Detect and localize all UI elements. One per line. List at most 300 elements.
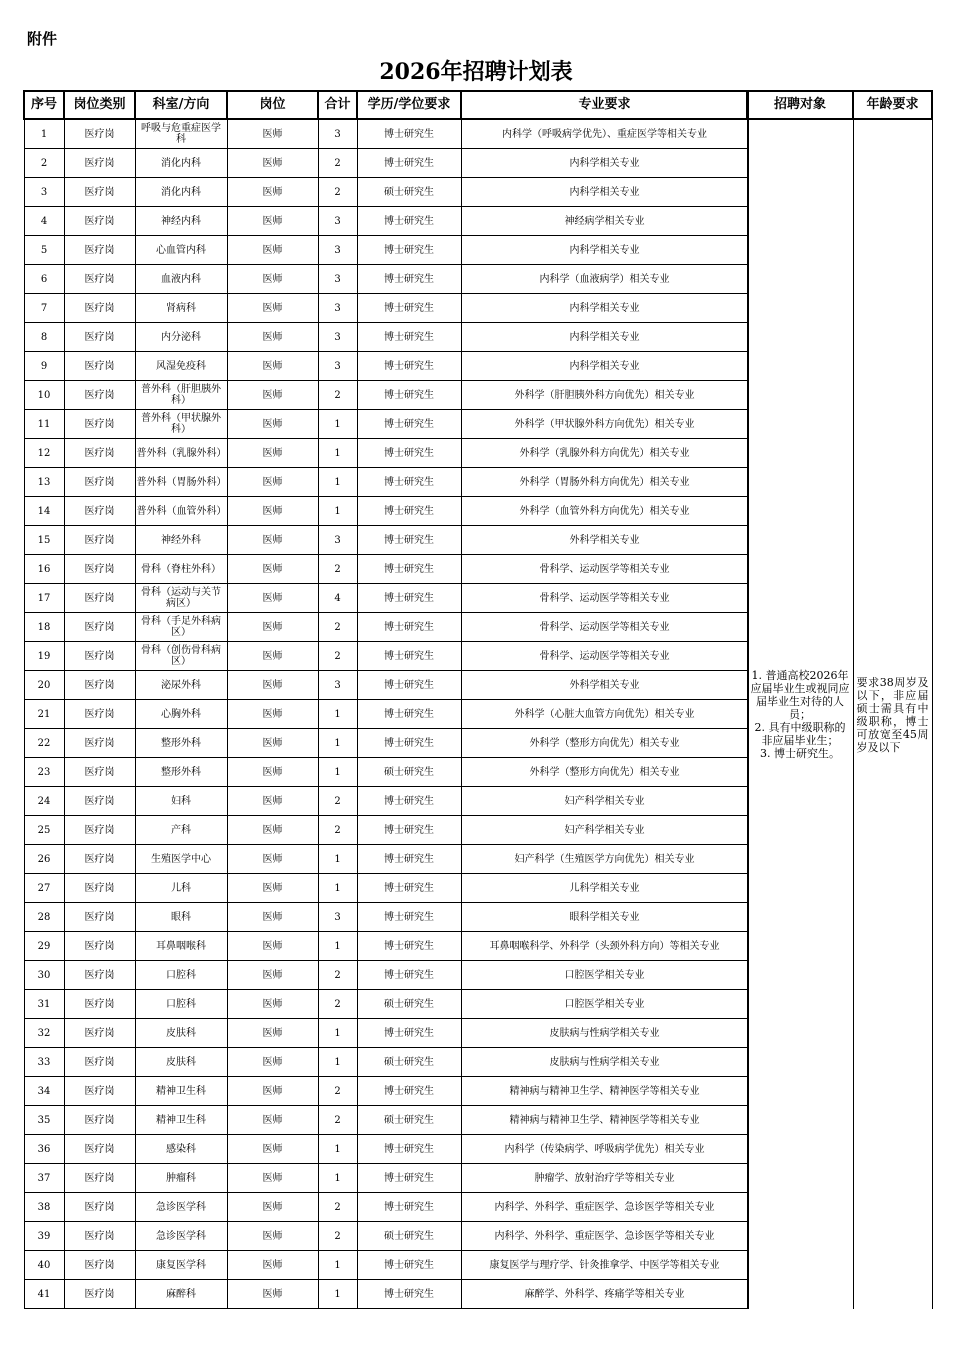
cell-count: 3: [318, 526, 357, 555]
cell-education: 硕士研究生: [357, 758, 461, 787]
cell-major: 外科学相关专业: [461, 526, 748, 555]
cell-department: 急诊医学科: [135, 1222, 227, 1251]
cell-major: 精神病与精神卫生学、精神医学等相关专业: [461, 1106, 748, 1135]
requirements-row: [747, 119, 932, 1309]
cell-education: 博士研究生: [357, 903, 461, 932]
cell-count: 1: [318, 729, 357, 758]
cell-count: 1: [318, 758, 357, 787]
cell-department: 皮肤科: [135, 1019, 227, 1048]
cell-position: 医师: [227, 1164, 318, 1193]
cell-education: 博士研究生: [357, 526, 461, 555]
cell-category: 医疗岗: [64, 265, 135, 294]
cell-category: 医疗岗: [64, 410, 135, 439]
header-category: 岗位类别: [64, 91, 135, 119]
cell-education: 博士研究生: [357, 207, 461, 236]
cell-seq: 35: [24, 1106, 64, 1135]
cell-position: 医师: [227, 613, 318, 642]
cell-count: 2: [318, 1222, 357, 1251]
table-row: [24, 1193, 748, 1222]
cell-education: 硕士研究生: [357, 990, 461, 1019]
cell-seq: 22: [24, 729, 64, 758]
cell-department: 心血管内科: [135, 236, 227, 265]
cell-major: 内科学相关专业: [461, 352, 748, 381]
cell-position: 医师: [227, 700, 318, 729]
cell-seq: 13: [24, 468, 64, 497]
cell-major: 妇产科学相关专业: [461, 787, 748, 816]
cell-education: 博士研究生: [357, 671, 461, 700]
table-row: [24, 497, 748, 526]
cell-count: 2: [318, 1193, 357, 1222]
cell-department: 风湿免疫科: [135, 352, 227, 381]
cell-education: 博士研究生: [357, 294, 461, 323]
cell-category: 医疗岗: [64, 874, 135, 903]
page-title: 2026年招聘计划表: [379, 59, 573, 85]
header-major: 专业要求: [461, 91, 748, 119]
cell-major: 外科学（肝胆胰外科方向优先）相关专业: [461, 381, 748, 410]
cell-major: 妇产科学相关专业: [461, 816, 748, 845]
cell-position: 医师: [227, 236, 318, 265]
cell-major: 皮肤病与性病学相关专业: [461, 1019, 748, 1048]
cell-department: 血液内科: [135, 265, 227, 294]
attachment-label: 附件: [27, 30, 58, 48]
cell-seq: 18: [24, 613, 64, 642]
cell-seq: 37: [24, 1164, 64, 1193]
cell-count: 3: [318, 119, 357, 149]
cell-education: 博士研究生: [357, 1077, 461, 1106]
age-requirement: 要求38周岁及以下，非应届硕士需具有中级职称，博士可放宽至45周岁及以下: [853, 119, 932, 1309]
table-row: [24, 1106, 748, 1135]
table-header-row: [24, 91, 748, 119]
cell-category: 医疗岗: [64, 119, 135, 149]
table-row: [24, 1251, 748, 1280]
cell-position: 医师: [227, 178, 318, 207]
cell-position: 医师: [227, 1280, 318, 1309]
cell-education: 博士研究生: [357, 555, 461, 584]
table-row: [24, 816, 748, 845]
table-row: [24, 990, 748, 1019]
table-row: [24, 352, 748, 381]
table-row: [24, 1164, 748, 1193]
cell-count: 3: [318, 671, 357, 700]
target-requirement: 1. 普通高校2026年应届毕业生或视同应届毕业生对待的人员； 2. 具有中级职称的非应届毕业生； 3. 博士研究生。: [747, 119, 853, 1309]
cell-category: 医疗岗: [64, 1106, 135, 1135]
cell-category: 医疗岗: [64, 468, 135, 497]
cell-seq: 38: [24, 1193, 64, 1222]
cell-education: 博士研究生: [357, 352, 461, 381]
cell-category: 医疗岗: [64, 1251, 135, 1280]
cell-education: 博士研究生: [357, 1193, 461, 1222]
cell-category: 医疗岗: [64, 700, 135, 729]
cell-seq: 31: [24, 990, 64, 1019]
cell-education: 博士研究生: [357, 1164, 461, 1193]
cell-count: 2: [318, 787, 357, 816]
table-row: [24, 381, 748, 410]
cell-seq: 21: [24, 700, 64, 729]
cell-education: 博士研究生: [357, 932, 461, 961]
cell-major: 骨科学、运动医学等相关专业: [461, 613, 748, 642]
cell-education: 博士研究生: [357, 1251, 461, 1280]
cell-department: 口腔科: [135, 961, 227, 990]
cell-seq: 1: [24, 119, 64, 149]
cell-major: 耳鼻咽喉科学、外科学（头颈外科方向）等相关专业: [461, 932, 748, 961]
cell-category: 医疗岗: [64, 787, 135, 816]
cell-category: 医疗岗: [64, 729, 135, 758]
cell-education: 博士研究生: [357, 265, 461, 294]
cell-category: 医疗岗: [64, 642, 135, 671]
cell-major: 外科学（整形方向优先）相关专业: [461, 729, 748, 758]
cell-seq: 36: [24, 1135, 64, 1164]
table-row: [24, 845, 748, 874]
cell-count: 1: [318, 497, 357, 526]
cell-seq: 14: [24, 497, 64, 526]
cell-seq: 27: [24, 874, 64, 903]
cell-category: 医疗岗: [64, 149, 135, 178]
cell-count: 4: [318, 584, 357, 613]
cell-position: 医师: [227, 1193, 318, 1222]
cell-education: 博士研究生: [357, 323, 461, 352]
cell-seq: 40: [24, 1251, 64, 1280]
cell-department: 呼吸与危重症医学科: [135, 119, 227, 149]
table-row: [24, 729, 748, 758]
table-row: [24, 613, 748, 642]
cell-major: 内科学相关专业: [461, 149, 748, 178]
cell-category: 医疗岗: [64, 1280, 135, 1309]
cell-major: 内科学相关专业: [461, 236, 748, 265]
cell-department: 普外科（肝胆胰外科）: [135, 381, 227, 410]
cell-position: 医师: [227, 1019, 318, 1048]
cell-department: 整形外科: [135, 729, 227, 758]
cell-education: 博士研究生: [357, 816, 461, 845]
cell-position: 医师: [227, 1135, 318, 1164]
table-row: [24, 584, 748, 613]
cell-seq: 41: [24, 1280, 64, 1309]
cell-category: 医疗岗: [64, 1019, 135, 1048]
cell-category: 医疗岗: [64, 555, 135, 584]
cell-category: 医疗岗: [64, 1077, 135, 1106]
table-row: [24, 961, 748, 990]
cell-seq: 4: [24, 207, 64, 236]
cell-major: 外科学（血管外科方向优先）相关专业: [461, 497, 748, 526]
cell-seq: 26: [24, 845, 64, 874]
cell-seq: 23: [24, 758, 64, 787]
cell-position: 医师: [227, 555, 318, 584]
cell-department: 普外科（乳腺外科）: [135, 439, 227, 468]
cell-category: 医疗岗: [64, 497, 135, 526]
cell-major: 内科学、外科学、重症医学、急诊医学等相关专业: [461, 1193, 748, 1222]
cell-seq: 10: [24, 381, 64, 410]
cell-position: 医师: [227, 352, 318, 381]
cell-department: 心胸外科: [135, 700, 227, 729]
cell-education: 博士研究生: [357, 149, 461, 178]
cell-count: 2: [318, 961, 357, 990]
cell-department: 骨科（手足外科病区）: [135, 613, 227, 642]
cell-count: 2: [318, 990, 357, 1019]
cell-category: 医疗岗: [64, 1222, 135, 1251]
cell-education: 博士研究生: [357, 845, 461, 874]
cell-department: 急诊医学科: [135, 1193, 227, 1222]
cell-count: 2: [318, 555, 357, 584]
cell-department: 整形外科: [135, 758, 227, 787]
cell-position: 医师: [227, 207, 318, 236]
cell-department: 消化内科: [135, 178, 227, 207]
cell-major: 内科学（传染病学、呼吸病学优先）相关专业: [461, 1135, 748, 1164]
cell-major: 内科学（呼吸病学优先）、重症医学等相关专业: [461, 119, 748, 149]
cell-seq: 8: [24, 323, 64, 352]
header-education: 学历/学位要求: [357, 91, 461, 119]
cell-position: 医师: [227, 323, 318, 352]
cell-seq: 3: [24, 178, 64, 207]
table-row: [24, 526, 748, 555]
cell-category: 医疗岗: [64, 439, 135, 468]
cell-category: 医疗岗: [64, 1048, 135, 1077]
cell-education: 硕士研究生: [357, 1106, 461, 1135]
cell-department: 泌尿外科: [135, 671, 227, 700]
cell-position: 医师: [227, 410, 318, 439]
cell-count: 3: [318, 207, 357, 236]
table-row: [24, 468, 748, 497]
cell-education: 博士研究生: [357, 410, 461, 439]
cell-education: 博士研究生: [357, 613, 461, 642]
table-row: [24, 294, 748, 323]
cell-category: 医疗岗: [64, 178, 135, 207]
cell-major: 内科学相关专业: [461, 294, 748, 323]
cell-position: 医师: [227, 642, 318, 671]
cell-count: 2: [318, 1106, 357, 1135]
side-header-row: [747, 91, 932, 119]
cell-position: 医师: [227, 961, 318, 990]
cell-seq: 2: [24, 149, 64, 178]
cell-count: 1: [318, 1280, 357, 1309]
cell-department: 神经外科: [135, 526, 227, 555]
header-count: 合计: [318, 91, 357, 119]
cell-seq: 29: [24, 932, 64, 961]
cell-major: 儿科学相关专业: [461, 874, 748, 903]
header-age: 年龄要求: [853, 91, 932, 119]
cell-category: 医疗岗: [64, 961, 135, 990]
cell-seq: 28: [24, 903, 64, 932]
cell-seq: 20: [24, 671, 64, 700]
cell-count: 2: [318, 1077, 357, 1106]
cell-count: 3: [318, 294, 357, 323]
cell-education: 博士研究生: [357, 381, 461, 410]
cell-education: 博士研究生: [357, 787, 461, 816]
cell-major: 眼科学相关专业: [461, 903, 748, 932]
cell-count: 3: [318, 323, 357, 352]
cell-position: 医师: [227, 671, 318, 700]
cell-major: 内科学（血液病学）相关专业: [461, 265, 748, 294]
cell-major: 肿瘤学、放射治疗学等相关专业: [461, 1164, 748, 1193]
cell-position: 医师: [227, 758, 318, 787]
table-row: [24, 932, 748, 961]
cell-seq: 32: [24, 1019, 64, 1048]
table-row: [24, 439, 748, 468]
cell-position: 医师: [227, 1048, 318, 1077]
cell-category: 医疗岗: [64, 526, 135, 555]
cell-count: 2: [318, 816, 357, 845]
cell-education: 博士研究生: [357, 119, 461, 149]
cell-education: 博士研究生: [357, 700, 461, 729]
cell-major: 妇产科学（生殖医学方向优先）相关专业: [461, 845, 748, 874]
cell-position: 医师: [227, 584, 318, 613]
table-row: [24, 874, 748, 903]
cell-category: 医疗岗: [64, 352, 135, 381]
table-row: [24, 787, 748, 816]
cell-department: 耳鼻咽喉科: [135, 932, 227, 961]
cell-major: 外科学（乳腺外科方向优先）相关专业: [461, 439, 748, 468]
cell-department: 生殖医学中心: [135, 845, 227, 874]
table-row: [24, 236, 748, 265]
cell-major: 口腔医学相关专业: [461, 961, 748, 990]
cell-major: 皮肤病与性病学相关专业: [461, 1048, 748, 1077]
cell-position: 医师: [227, 903, 318, 932]
recruitment-plan-table: [23, 90, 749, 1309]
cell-department: 产科: [135, 816, 227, 845]
cell-count: 3: [318, 236, 357, 265]
table-row: [24, 903, 748, 932]
cell-department: 精神卫生科: [135, 1106, 227, 1135]
cell-category: 医疗岗: [64, 294, 135, 323]
cell-position: 医师: [227, 1222, 318, 1251]
cell-major: 外科学（整形方向优先）相关专业: [461, 758, 748, 787]
cell-count: 1: [318, 1048, 357, 1077]
table-row: [24, 149, 748, 178]
cell-major: 麻醉学、外科学、疼痛学等相关专业: [461, 1280, 748, 1309]
table-row: [24, 207, 748, 236]
cell-position: 医师: [227, 816, 318, 845]
cell-seq: 11: [24, 410, 64, 439]
cell-major: 外科学（心脏大血管方向优先）相关专业: [461, 700, 748, 729]
cell-position: 医师: [227, 990, 318, 1019]
cell-count: 1: [318, 1019, 357, 1048]
cell-education: 博士研究生: [357, 439, 461, 468]
cell-education: 硕士研究生: [357, 1222, 461, 1251]
cell-position: 医师: [227, 439, 318, 468]
cell-category: 医疗岗: [64, 990, 135, 1019]
table-row: [24, 410, 748, 439]
cell-department: 妇科: [135, 787, 227, 816]
cell-count: 1: [318, 932, 357, 961]
cell-education: 博士研究生: [357, 1280, 461, 1309]
cell-count: 1: [318, 700, 357, 729]
cell-education: 博士研究生: [357, 961, 461, 990]
cell-major: 神经病学相关专业: [461, 207, 748, 236]
cell-department: 内分泌科: [135, 323, 227, 352]
cell-position: 医师: [227, 526, 318, 555]
cell-category: 医疗岗: [64, 323, 135, 352]
table-row: [24, 700, 748, 729]
cell-category: 医疗岗: [64, 1164, 135, 1193]
cell-count: 3: [318, 903, 357, 932]
cell-category: 医疗岗: [64, 932, 135, 961]
table-row: [24, 671, 748, 700]
cell-position: 医师: [227, 787, 318, 816]
cell-category: 医疗岗: [64, 903, 135, 932]
cell-position: 医师: [227, 381, 318, 410]
cell-seq: 33: [24, 1048, 64, 1077]
cell-position: 医师: [227, 265, 318, 294]
cell-seq: 30: [24, 961, 64, 990]
cell-category: 医疗岗: [64, 381, 135, 410]
cell-department: 感染科: [135, 1135, 227, 1164]
cell-major: 内科学相关专业: [461, 323, 748, 352]
cell-position: 医师: [227, 729, 318, 758]
cell-education: 硕士研究生: [357, 1048, 461, 1077]
cell-seq: 9: [24, 352, 64, 381]
cell-position: 医师: [227, 1106, 318, 1135]
cell-major: 外科学（甲状腺外科方向优先）相关专业: [461, 410, 748, 439]
table-row: [24, 1222, 748, 1251]
table-row: [24, 555, 748, 584]
cell-position: 医师: [227, 1251, 318, 1280]
cell-category: 医疗岗: [64, 1193, 135, 1222]
cell-category: 医疗岗: [64, 758, 135, 787]
cell-department: 骨科（创伤骨科病区）: [135, 642, 227, 671]
cell-category: 医疗岗: [64, 845, 135, 874]
cell-position: 医师: [227, 119, 318, 149]
cell-seq: 34: [24, 1077, 64, 1106]
cell-category: 医疗岗: [64, 816, 135, 845]
cell-count: 2: [318, 642, 357, 671]
table-row: [24, 1048, 748, 1077]
table-row: [24, 642, 748, 671]
cell-education: 博士研究生: [357, 874, 461, 903]
cell-count: 3: [318, 265, 357, 294]
cell-department: 肾病科: [135, 294, 227, 323]
cell-education: 博士研究生: [357, 729, 461, 758]
cell-education: 硕士研究生: [357, 178, 461, 207]
cell-department: 普外科（甲状腺外科）: [135, 410, 227, 439]
table-row: [24, 1280, 748, 1309]
cell-position: 医师: [227, 932, 318, 961]
cell-education: 博士研究生: [357, 497, 461, 526]
cell-education: 博士研究生: [357, 1135, 461, 1164]
cell-seq: 5: [24, 236, 64, 265]
table-row: [24, 758, 748, 787]
cell-position: 医师: [227, 294, 318, 323]
cell-count: 2: [318, 178, 357, 207]
cell-category: 医疗岗: [64, 236, 135, 265]
cell-seq: 24: [24, 787, 64, 816]
cell-department: 神经内科: [135, 207, 227, 236]
cell-department: 消化内科: [135, 149, 227, 178]
cell-department: 儿科: [135, 874, 227, 903]
cell-department: 骨科（脊柱外科）: [135, 555, 227, 584]
cell-major: 康复医学与理疗学、针灸推拿学、中医学等相关专业: [461, 1251, 748, 1280]
cell-count: 1: [318, 1164, 357, 1193]
cell-position: 医师: [227, 149, 318, 178]
cell-major: 内科学相关专业: [461, 178, 748, 207]
table-row: [24, 323, 748, 352]
header-position: 岗位: [227, 91, 318, 119]
cell-department: 普外科（血管外科）: [135, 497, 227, 526]
header-seq: 序号: [24, 91, 64, 119]
cell-major: 外科学（胃肠外科方向优先）相关专业: [461, 468, 748, 497]
cell-count: 1: [318, 468, 357, 497]
cell-education: 博士研究生: [357, 236, 461, 265]
header-department: 科室/方向: [135, 91, 227, 119]
cell-seq: 39: [24, 1222, 64, 1251]
cell-department: 眼科: [135, 903, 227, 932]
cell-count: 1: [318, 845, 357, 874]
cell-position: 医师: [227, 845, 318, 874]
table-row: [24, 1135, 748, 1164]
cell-category: 医疗岗: [64, 613, 135, 642]
cell-category: 医疗岗: [64, 584, 135, 613]
table-row: [24, 1077, 748, 1106]
cell-education: 博士研究生: [357, 1019, 461, 1048]
recruitment-requirements-table: [746, 90, 933, 1309]
cell-education: 博士研究生: [357, 642, 461, 671]
